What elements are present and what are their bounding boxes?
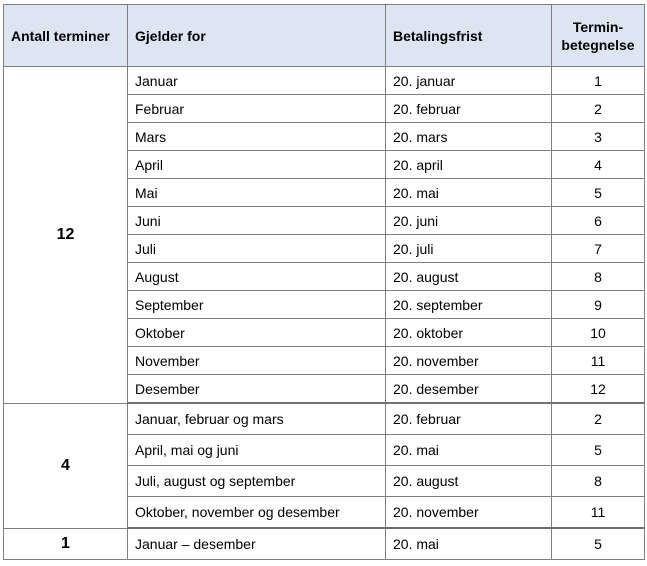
table-row	[4, 67, 645, 95]
termin-cell: 3	[552, 123, 645, 151]
termin-cell: 5	[552, 435, 645, 466]
gjelder-cell: Februar	[128, 95, 386, 123]
termin-cell: 12	[552, 375, 645, 404]
termin-cell: 1	[552, 67, 645, 95]
gjelder-cell: April	[128, 151, 386, 179]
frist-cell: 20. september	[386, 291, 552, 319]
frist-cell: 20. februar	[386, 95, 552, 123]
gjelder-cell: Juli, august og september	[128, 466, 386, 497]
termin-cell: 5	[552, 528, 645, 560]
termin-cell: 4	[552, 151, 645, 179]
frist-cell: 20. mai	[386, 435, 552, 466]
group-4-terminer	[4, 403, 645, 528]
gjelder-cell: September	[128, 291, 386, 319]
termin-cell: 6	[552, 207, 645, 235]
group-1-termin	[4, 528, 645, 560]
termin-cell: 2	[552, 403, 645, 435]
frist-cell: 20. juni	[386, 207, 552, 235]
frist-cell: 20. februar	[386, 403, 552, 435]
table-row	[4, 403, 645, 435]
frist-cell: 20. august	[386, 263, 552, 291]
table-header	[4, 5, 645, 67]
termin-cell: 11	[552, 497, 645, 529]
termin-cell: 2	[552, 95, 645, 123]
header-terminbetegnelse: Termin-betegnelse	[552, 5, 645, 67]
frist-cell: 20. juli	[386, 235, 552, 263]
antall-terminer-cell: 1	[4, 528, 128, 560]
frist-cell: 20. mai	[386, 179, 552, 207]
gjelder-cell: Juli	[128, 235, 386, 263]
gjelder-cell: Januar	[128, 67, 386, 95]
gjelder-cell: Desember	[128, 375, 386, 404]
frist-cell: 20. januar	[386, 67, 552, 95]
antall-terminer-cell: 4	[4, 403, 128, 528]
termin-cell: 9	[552, 291, 645, 319]
gjelder-cell: April, mai og juni	[128, 435, 386, 466]
termin-table	[3, 4, 645, 560]
gjelder-cell: August	[128, 263, 386, 291]
antall-terminer-cell: 12	[4, 67, 128, 404]
table-row	[4, 528, 645, 560]
termin-cell: 7	[552, 235, 645, 263]
gjelder-cell: November	[128, 347, 386, 375]
frist-cell: 20. april	[386, 151, 552, 179]
frist-cell: 20. mars	[386, 123, 552, 151]
gjelder-cell: Mai	[128, 179, 386, 207]
termin-cell: 5	[552, 179, 645, 207]
header-betalingsfrist: Betalingsfrist	[386, 5, 552, 67]
header-gjelder-for: Gjelder for	[128, 5, 386, 67]
termin-cell: 11	[552, 347, 645, 375]
frist-cell: 20. oktober	[386, 319, 552, 347]
gjelder-cell: Januar – desember	[128, 528, 386, 560]
header-antall-terminer: Antall terminer	[4, 5, 128, 67]
gjelder-cell: Oktober, november og desember	[128, 497, 386, 529]
frist-cell: 20. august	[386, 466, 552, 497]
frist-cell: 20. mai	[386, 528, 552, 560]
gjelder-cell: Juni	[128, 207, 386, 235]
termin-cell: 10	[552, 319, 645, 347]
termin-cell: 8	[552, 263, 645, 291]
frist-cell: 20. desember	[386, 375, 552, 404]
termin-cell: 8	[552, 466, 645, 497]
gjelder-cell: Oktober	[128, 319, 386, 347]
group-12-terminer	[4, 67, 645, 404]
header-row	[4, 5, 645, 67]
frist-cell: 20. november	[386, 497, 552, 529]
gjelder-cell: Mars	[128, 123, 386, 151]
gjelder-cell: Januar, februar og mars	[128, 403, 386, 435]
frist-cell: 20. november	[386, 347, 552, 375]
